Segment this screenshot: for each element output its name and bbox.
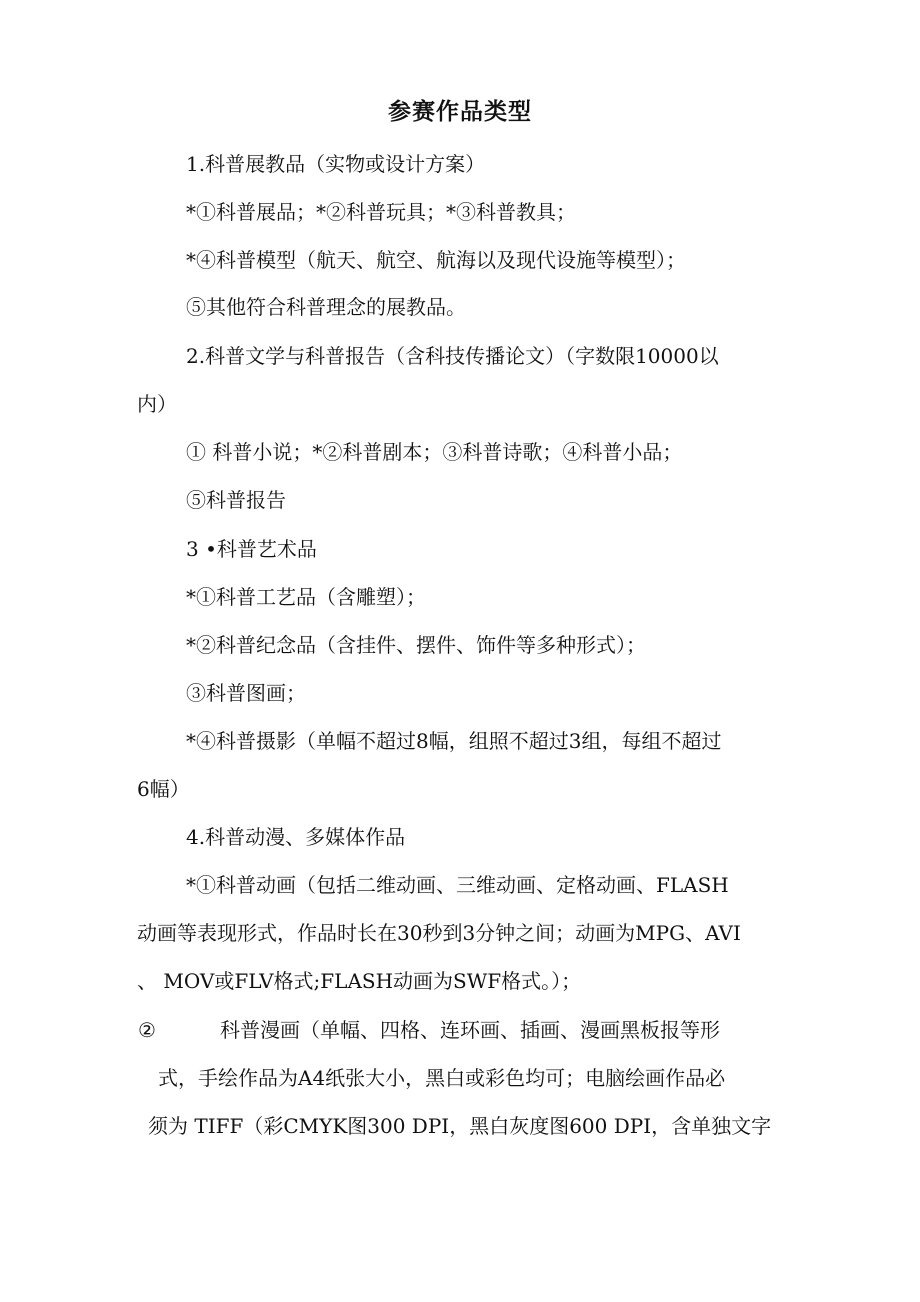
- section-2-heading: 2.科普文学与科普报告（含科技传播论文）（字数限10000以: [186, 344, 719, 368]
- section-4-heading: 4.科普动漫、多媒体作品: [186, 825, 406, 849]
- item-marker: ②: [138, 1018, 156, 1042]
- text-line: *①科普展品；*②科普玩具；*③科普教具；: [186, 200, 576, 224]
- text-line: *②科普纪念品（含挂件、摆件、饰件等多种形式）；: [186, 633, 646, 657]
- text-line: ⑤其他符合科普理念的展教品。: [186, 295, 466, 319]
- text-line: 式，手绘作品为A4纸张大小，黑白或彩色均可；电脑绘画作品必: [158, 1066, 726, 1090]
- document-title: 参赛作品类型: [388, 98, 532, 125]
- section-1-heading: 1.科普展教品（实物或设计方案）: [186, 152, 486, 176]
- text-line: 、 MOV或FLV格式;FLASH动画为SWF格式。）；: [137, 969, 582, 993]
- text-line: ⑤科普报告: [186, 488, 286, 512]
- text-line: 6幅）: [137, 777, 190, 801]
- text-line: 动画等表现形式，作品时长在30秒到3分钟之间；动画为MPG、AVI: [137, 921, 741, 945]
- text-line: ③科普图画；: [186, 681, 306, 705]
- text-line: *④科普模型（航天、航空、航海以及现代设施等模型）；: [186, 248, 686, 272]
- text-line: *①科普动画（包括二维动画、三维动画、定格动画、FLASH: [186, 873, 729, 897]
- text-line: *①科普工艺品（含雕塑）；: [186, 585, 426, 609]
- text-line: 内）: [137, 392, 177, 416]
- text-line: 须为 TIFF（彩CMYK图300 DPI，黑白灰度图600 DPI，含单独文字: [148, 1114, 772, 1138]
- text-line: ① 科普小说；*②科普剧本；③科普诗歌；④科普小品；: [186, 440, 683, 464]
- text-line: *④科普摄影（单幅不超过8幅，组照不超过3组，每组不超过: [186, 729, 722, 753]
- section-3-heading: 3 •科普艺术品: [186, 537, 317, 561]
- text-line: 科普漫画（单幅、四格、连环画、插画、漫画黑板报等形: [220, 1018, 720, 1042]
